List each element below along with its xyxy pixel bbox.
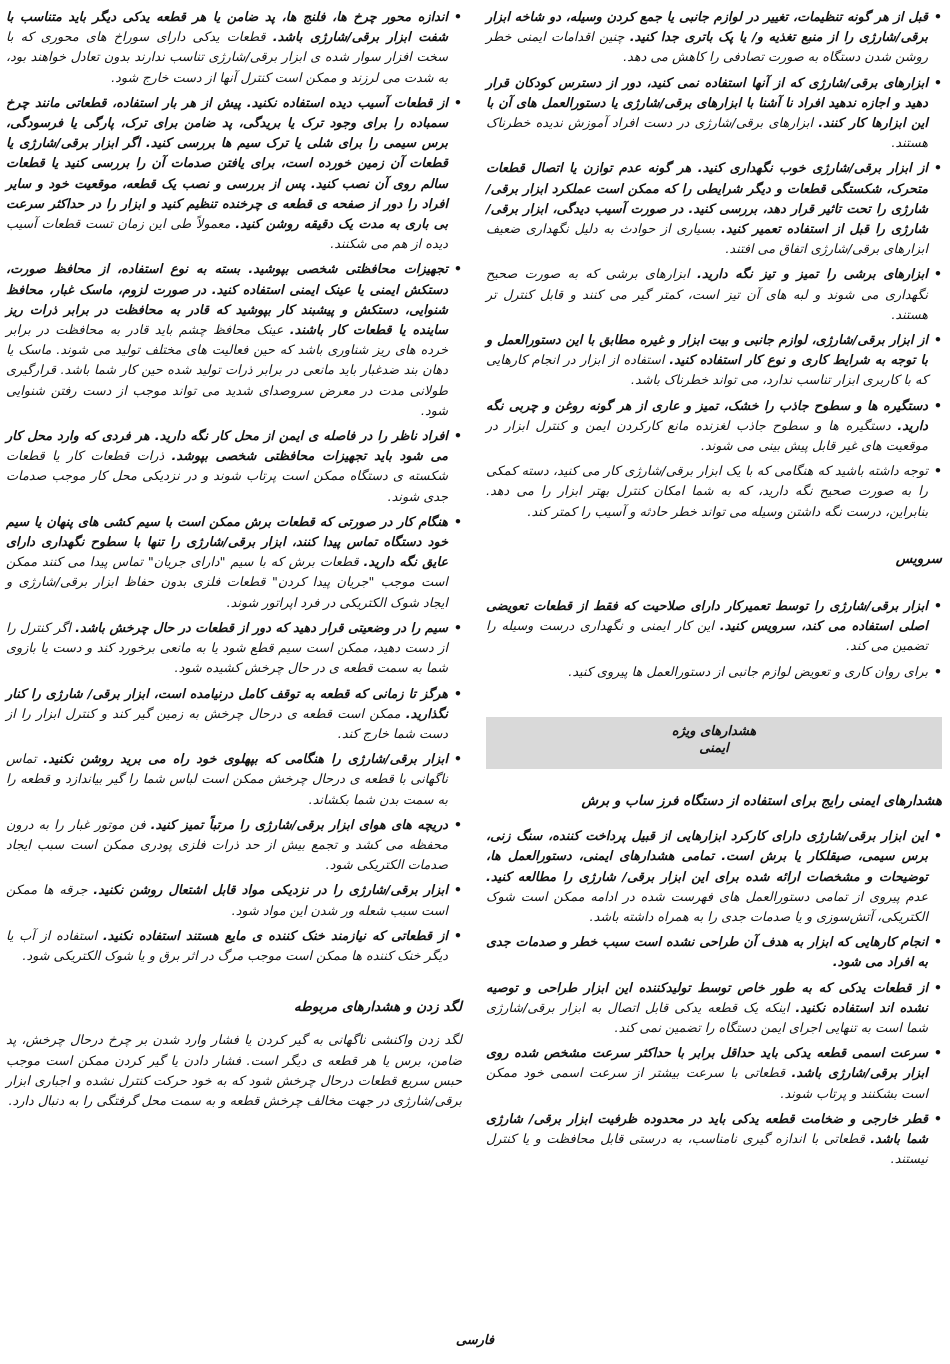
common-warnings-heading: هشدارهای ایمنی رایج برای استفاده از دستگاه فرز ساب و برش [581, 792, 942, 809]
list-item: • دریچه های هوای ابزار برقی/شارژی را مرتباً تمیز کنید. فن موتور غبار را به درون محفظه می کشد و تجمع بیش از حد ذرات فلزی پودری ممکن است سبب ایجاد صدمات الکتریکی شود. [6, 816, 462, 877]
list-item: • ابزارهای برشی را تمیز و تیز نگه دارید. ابزارهای برشی که به صورت صحیح نگهداری می شوند و لبه های آن تیز است، کمتر گیر می کنند و قابل کنترل تر هستند. [486, 265, 942, 326]
list-item: • انجام کارهایی که ابزار به هدف آن طراحی نشده است سبب خطر و صدمات جدی به افراد می شود. [486, 933, 942, 973]
list-item: • سیم را در وضعیتی قرار دهید که دور از قطعات در حال چرخش باشد. اگر کنترل را از دست دهید، ممکن است سیم قطع شود یا به مانعی برخورد کند و دست یا بازوی شما به سمت قطعه ی در حال چرخش کشیده شود. [6, 619, 462, 680]
box-title-line2: ایمنی [699, 740, 729, 756]
special-warnings-box [486, 717, 942, 769]
right-column [486, 8, 942, 1175]
box-title-line1: هشدارهای ویژه [671, 723, 757, 739]
list-item: • برای روان کاری و تعویض لوازم جانبی از دستورالعمل ها پیروی کنید. [486, 663, 942, 683]
list-item: • از قطعات یدکی که به طور خاص توسط تولیدکننده این ابزار طراحی و توصیه نشده اند استفاده نکنید. اینکه یک قطعه یدکی قابل اتصال به ابزار برقی/شارژی شما است به تنهایی اجرای ایمن دستگاه را تضمین نمی کند. [486, 979, 942, 1040]
list-item: • ابزار برقی/شارژی را توسط تعمیرکار دارای صلاحیت که فقط از قطعات تعویضی اصلی استفاده می کند، سرویس کنید. این کار ایمنی و نگهداری درست وسیله را تضمین می کند. [486, 597, 942, 658]
list-item: • قبل از هر گونه تنظیمات، تغییر در لوازم جانبی یا جمع کردن وسیله، دو شاخه ابزار برقی/شارژی را از منبع تغذیه و/ یا پک باتری جدا کنید. چنین اقدامات ایمنی خطر روشن شدن دستگاه به صورت تصادفی را کاهش می دهد. [486, 8, 942, 69]
list-item: • ابزار برقی/شارژی را هنگامی که بپهلوی خود راه می برید روشن نکنید. تماس ناگهانی با قطعه ی درحال چرخش ممکن است لباس شما را گیر بیاندازد و قطعه را به سمت بدن شما بکشاند. [6, 750, 462, 811]
list-item: • از ابزار برقی/شارژی خوب نگهداری کنید. هر گونه عدم توازن یا اتصال قطعات متحرک، شکستگی قطعات و دیگر شرایطی را که ممکن است عملکرد ابزار برقی/شارژی را تحت تاثیر قرار دهد، بررسی کنید. در صورت آسیب دیدگی، ابزار برقی/شارژی را قبل از استفاده تعمیر کنید. بسیاری از حوادث به دلیل نگهداری ضعیف ابزارهای برقی/شارژی اتفاق می افتند. [486, 159, 942, 260]
kickback-paragraph: لگد زدن واکنشی ناگهانی به گیر کردن یا فشار وارد شدن بر چرخ درحال چرخش، پد ضامن، برس یا هر قطعه ی دیگر است. فشار دادن یا گیر کردن ممکن است موجب حبس سریع قطعات درحال چرخش شود که به خود حرکت کنترل نشده و اجباری ابزار برقی/شارژی در جهت مخالف چرخش قطعه و به سمت محل گرفتگی را به دنبال دارد. [6, 1033, 462, 1109]
list-item: • ابزارهای برقی/شارژی که از آنها استفاده نمی کنید، دور از دسترس کودکان قرار دهید و اجازه ندهید افراد نا آشنا با ابزارهای برقی/شارژی یا دستورالعمل های آن با این ابزارها کار کنند. ابزارهای برقی/شارژی در دست افراد آموزش ندیده خطرناک هستند. [486, 74, 942, 155]
list-item: • این ابزار برقی/شارژی دارای کارکرد ابزارهایی از قبیل پرداخت کننده، سنگ زنی، برس سیمی، صیقلکار یا برش است. تمامی هشدارهای ایمنی، دستورالعمل ها، توضیحات و مشخصات ارائه شده برای این ابزار برقی/ شارژی را مطالعه کنید. عدم پیروی از تمامی دستورالعمل های فهرست شده در ادامه ممکن است شوک الکتریکی، آتش‌سوزی و یا صدمات جدی را به همراه داشته باشد. [486, 827, 942, 928]
kickback-heading: لگد زدن و هشدارهای مربوطه [293, 999, 462, 1016]
list-item: • افراد ناظر را در فاصله ی ایمن از محل کار نگه دارید. هر فردی که وارد محل کار می شود باید تجهیزات محافظتی شخصی بپوشد. ذرات قطعات کار یا قطعات شکسته ی دستگاه ممکن است پرتاب شوند و در نزدیکی محل کار موجب صدمات جدی شوند. [6, 427, 462, 508]
list-item: • از قطعات آسیب دیده استفاده نکنید. پیش از هر بار استفاده، قطعاتی مانند چرخ سمباده را برای وجود ترک یا بریدگی، پد ضامن برای ترک، پارگی یا فرسودگی، برس سیمی را برای شلی یا ترک سیم ها بررسی کنید. اگر ابزار برقی/شارژی یا قطعات آن زمین خورده است، برای یافتن صدمات آن را بررسی کنید یا قطعات سالم روی آن نصب کنید. پس از بررسی و نصب یک قطعه، موقعیت خود و سایر افراد را دور از صفحه ی قطعه ی چرخنده تنظیم کنید و ابزار را در حداکثر سرعت بی باری به مدت یک دقیقه روشن کنید. معمولاً طی این زمان تست قطعات آسیب دیده از هم می شکنند. [6, 94, 462, 256]
list-item: • از ابزار برقی/شارژی، لوازم جانبی و بیت ابزار و غیره مطابق با این دستورالعمل و با توجه به شرایط کاری و نوع کار استفاده کنید. استفاده از ابزار در انجام کارهایی که با کاربری ابزار تناسب ندارد، می تواند خطرناک باشد. [486, 331, 942, 392]
left-column [6, 8, 462, 1112]
list-item: • سرعت اسمی قطعه یدکی باید حداقل برابر با حداکثر سرعت مشخص شده روی ابزار برقی/شارژی باشد. قطعاتی با سرعت بیشتر از سرعت اسمی خود ممکن است بشکنند و پرتاب شوند. [486, 1044, 942, 1105]
service-heading: سرویس [895, 550, 942, 567]
list-item: • از قطعاتی که نیازمند خنک کننده ی مایع هستند استفاده نکنید. استفاده از آب یا دیگر خنک کننده ها ممکن است موجب مرگ در اثر برق و یا شوک الکتریکی شود. [6, 927, 462, 967]
list-item: • ابزار برقی/شارژی را در نزدیکی مواد قابل اشتعال روشن نکنید. جرقه ها ممکن است سبب شعله ور شدن این مواد شود. [6, 881, 462, 921]
list-item: • دستگیره ها و سطوح جاذب را خشک، تمیز و عاری از هر گونه روغن و چربی نگه دارید. دستگیره ها و سطوح جاذب لغزنده مانع کارکردن ایمن و کنترل ابزار در موقعیت های غیر قابل پیش بینی می شوند. [486, 397, 942, 458]
list-item: • تجهیزات محافظتی شخصی بپوشید. بسته به نوع استفاده، از محافظ صورت، دستکش ایمنی یا عینک ایمنی استفاده کنید. در صورت لزوم، ماسک غبار، محافظ شنوایی، دستکش و پیشبند کار بپوشید که قادر به محافظت در برابر ذرات ریز ساینده یا قطعات کار باشند. عینک محافظ چشم باید قادر به محافظت در برابر خرده های ریز شناوری باشد که حین فعالیت های مختلف تولید می شوند. ماسک یا دهان بند ضدغبار باید مانعی در برابر ذرات تولید شده حین کار شما باشد. قرارگیری طولانی مدت در معرض سروصدای شدید می تواند موجب از دست رفتن شنوایی شود. [6, 260, 462, 422]
list-item: • هرگز تا زمانی که قطعه به توقف کامل درنیامده است، ابزار برقی/ شارژی را کنار نگذارید. ممکن است قطعه ی درحال چرخش به زمین گیر کند و کنترل ابزار را از دست شما خارج کند. [6, 685, 462, 746]
list-item: • اندازه محور چرخ ها، فلنج ها، پد ضامن یا هر قطعه یدکی دیگر باید متناسب با شفت ابزار برقی/شارژی باشد. قطعات یدکی دارای سوراخ های محوری که با سخت افزار سوار شده ی ابزار برقی/شارژی تناسب ندارند بدون تعادل خواهند بود، به شدت می لرزند و ممکن است کنترل آنها از دست خارج شود. [6, 8, 462, 89]
list-item: • هنگام کار در صورتی که قطعات برش ممکن است با سیم کشی های پنهان یا سیم خود دستگاه تماس پیدا کنند، ابزار برقی/شارژی را تنها با سطوح نگهداری دارای عایق نگه دارید. قطعات برش که با سیم "دارای جریان" تماس پیدا می کنند ممکن است موجب "جریان پیدا کردن" قطعات فلزی بدون حفاظ ابزار برقی/شارژی و ایجاد شوک الکتریکی در فرد اپراتور شوند. [6, 513, 462, 614]
list-item: • قطر خارجی و ضخامت قطعه یدکی باید در محدوده ظرفیت ابزار برقی/ شارژی شما باشد. قطعاتی با اندازه گیری نامناسب، به درستی قابل محافظت و یا کنترل نیستند. [486, 1110, 942, 1171]
list-item: • توجه داشته باشید که هنگامی که با یک ابزار برقی/شارژی کار می کنید، دسته کمکی را به صورت صحیح نگه دارید، که به شما امکان کنترل بهتر ابزار را می دهد. بنابراین، درست نگه داشتن وسیله می تواند خطر حادثه و آسیب را کمتر کند. [486, 462, 942, 523]
page-footer-language: فارسی [455, 1333, 495, 1348]
